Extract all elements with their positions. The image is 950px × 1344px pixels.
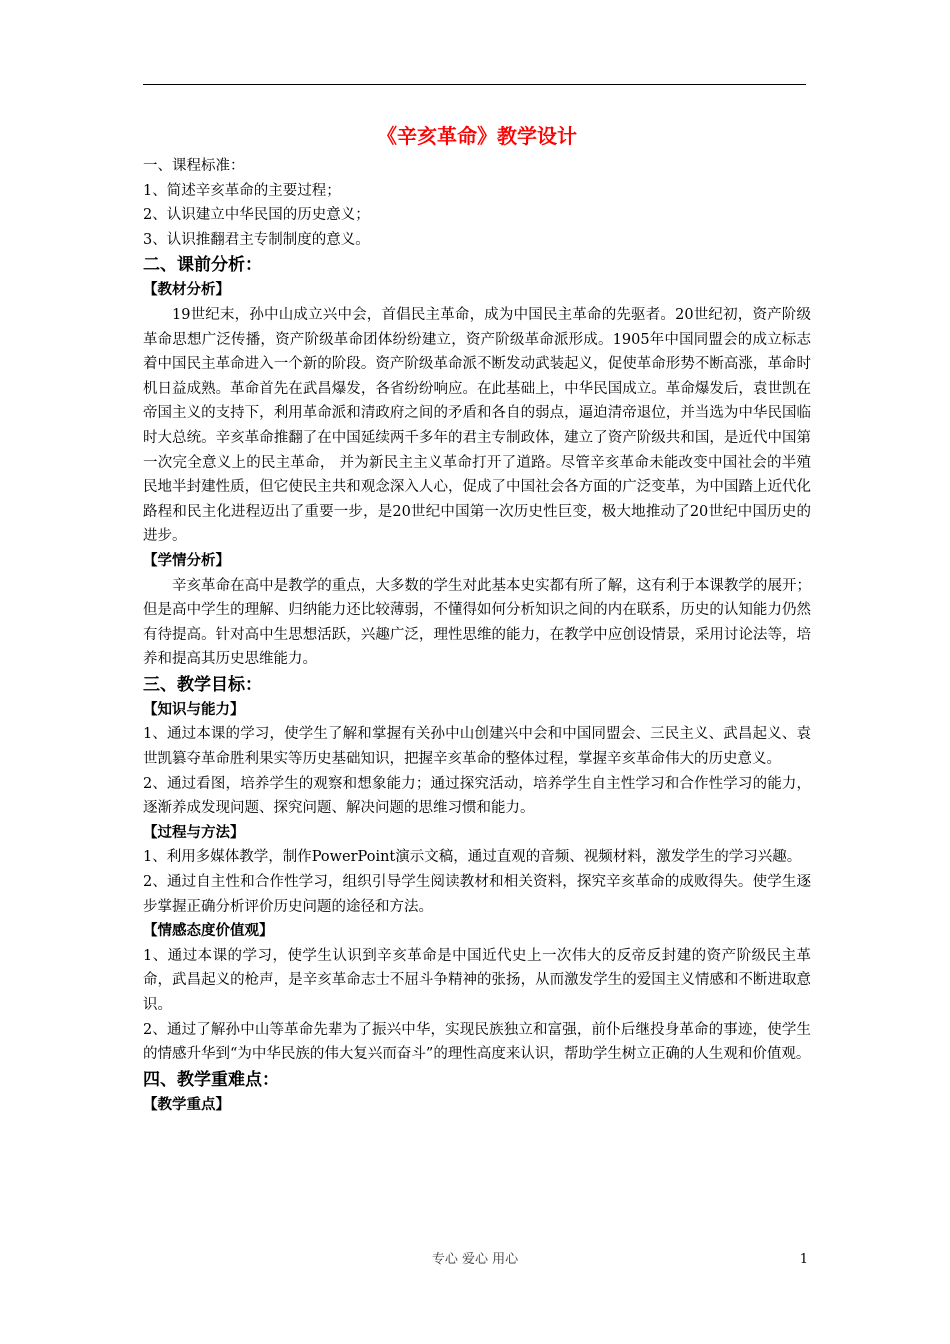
section-2-heading: 二、课前分析： [143,255,262,276]
knowledge-item: 2、通过看图，培养学生的观察和想象能力；通过探究活动，培养学生自主性学习和合作性学习的能力，逐渐养成发现问题、探究问题、解决问题的思维习惯和能力。 [143,775,811,817]
footer-motto: 专心 爱心 用心 [431,1252,519,1267]
document-title: 《辛亥革命》教学设计 [377,124,577,148]
section-1-heading: 一、课程标准： [143,158,245,174]
section-3-heading: 三、教学目标： [143,674,262,695]
standard-item: 3、认识推翻君主专制制度的意义。 [143,231,370,248]
standard-item: 1、简述辛亥革命的主要过程； [143,182,341,199]
textbook-analysis-subheading: 【教材分析】 [143,281,230,299]
page-footer [0,1250,950,1270]
section-4-heading: 四、教学重难点： [143,1069,279,1090]
method-item: 2、通过自主性和合作性学习，组织引导学生阅读教材和相关资料，探究辛亥革命的成败得失。使学生逐步掌握正确分析评价历史问题的途径和方法。 [143,874,811,915]
knowledge-item: 1、通过本课的学习，使学生了解和掌握有关孙中山创建兴中会和中国同盟会、三民主义、武昌起义、袁世凯篡夺革命胜利果实等历史基础知识，把握辛亥革命的整体过程，掌握辛亥革命伟大的历史意义。 [143,726,811,768]
values-item: 1、通过本课的学习，使学生认识到辛亥革命是中国近代史上一次伟大的反帝反封建的资产阶级民主革命，武昌起义的枪声，是辛亥革命志士不屈斗争精神的张扬，从而激发学生的爱国主义情感和不断进取意识。 [143,947,811,1013]
header-rule [143,84,806,85]
student-analysis-subheading: 【学情分析】 [143,551,230,569]
knowledge-ability-subheading: 【知识与能力】 [143,700,245,718]
method-item: 1、利用多媒体教学，制作PowerPoint演示文稿，通过直观的音频、视频材料，激发学生的学习兴趣。 [143,849,802,866]
textbook-analysis-paragraph: 19世纪末，孙中山成立兴中会，首倡民主革命，成为中国民主革命的先驱者。20世纪初，资产阶级革命思想广泛传播，资产阶级革命团体纷纷建立，资产阶级革命派形成。1905年中国同盟会的成立标志着中国民主革命进入一个新的阶段。资产阶级革命派不断发动武装起义，促使革命形势不断高涨，革命时机日益成熟。革命首先在武昌爆发，各省纷纷响应。在此基础上，中华民国成立。革命爆发后，袁世凯在帝国主义的支持下，利用革命派和清政府之间的矛盾和各自的弱点，逼迫清帝退位，并当选为中华民国临时大总统。辛亥革命推翻了在中国延续两千多年的君主专制政体，建立了资产阶级共和国，是近代中国第一次完全意义上的民主革命， 并为新民主主义革命打开了道路。尽管辛亥革命未能改变中国社会的半殖民地半封建性质，但它使民主共和观念深入人心，促成了中国社会各方面的广泛变革，为中国踏上近代化路程和民主化进程迈出了重要一步，是20世纪中国第一次历史性巨变，极大地推动了20世纪中国历史的进步。 [143,306,811,545]
document-body [143,118,811,1117]
student-analysis-paragraph: 辛亥革命在高中是教学的重点，大多数的学生对此基本史实都有所了解，这有利于本课教学的展开；但是高中学生的理解、归纳能力还比较薄弱，不懂得如何分析知识之间的内在联系，历史的认知能力仍然有待提高。针对高中生思想活跃，兴趣广泛，理性思维的能力，在教学中应创设情景，采用讨论法等，培养和提高其历史思维能力。 [143,577,811,668]
process-method-subheading: 【过程与方法】 [143,823,245,841]
values-subheading: 【情感态度价值观】 [143,922,274,940]
teaching-focus-subheading: 【教学重点】 [143,1095,230,1113]
page-number: 1 [799,1252,808,1267]
standard-item: 2、认识建立中华民国的历史意义； [143,207,370,224]
values-item: 2、通过了解孙中山等革命先辈为了振兴中华，实现民族独立和富强，前仆后继投身革命的事迹，使学生的情感升华到“为中华民族的伟大复兴而奋斗”的理性高度来认识，帮助学生树立正确的人生观和价值观。 [143,1021,811,1063]
